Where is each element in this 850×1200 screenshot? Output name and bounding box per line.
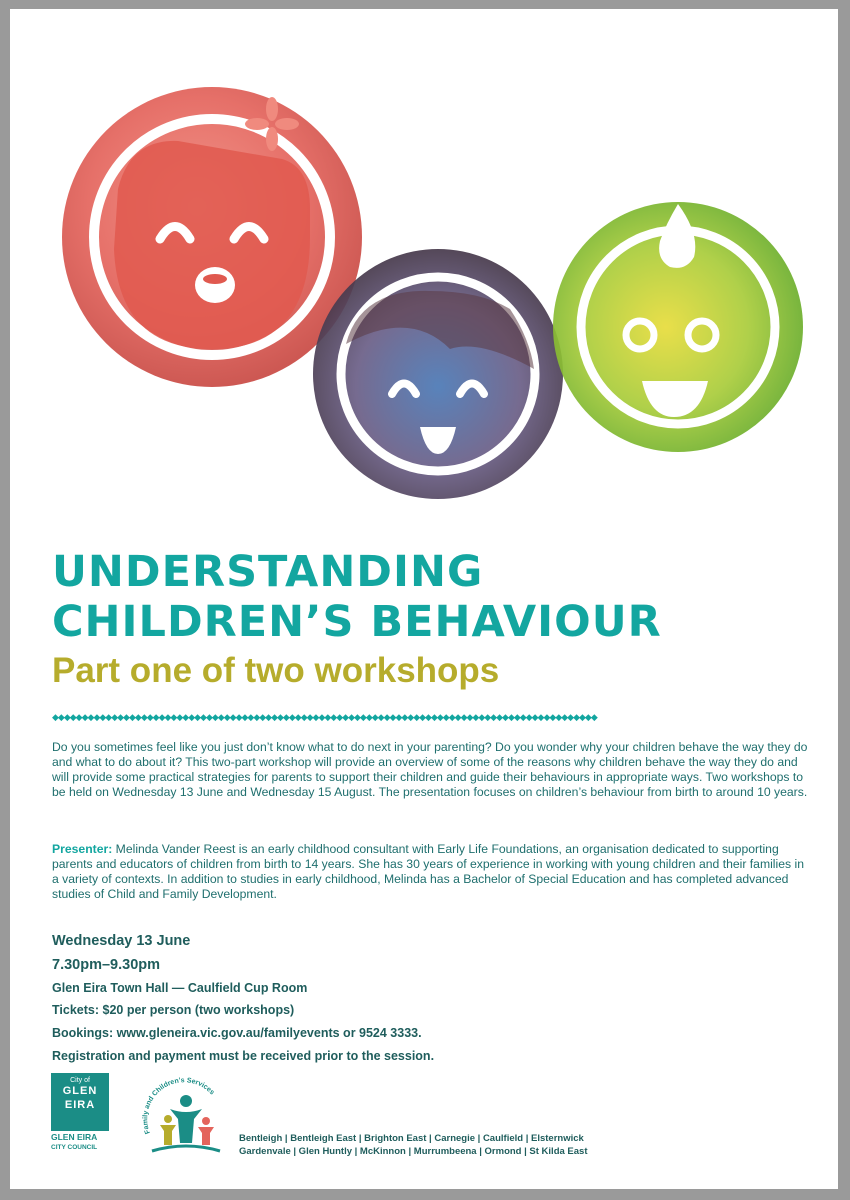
presenter-label: Presenter:	[52, 842, 113, 856]
page-title	[52, 547, 662, 647]
suburbs-list	[239, 1132, 587, 1158]
presenter-text: Melinda Vander Reest is an early childhood consultant with Early Life Foundations, an organisation dedicated to supporting parents and educators of children from birth to 14 years. She has 30 years of experience in working with young children and their families in a variety of contexts. In addition to studies in early childhood, Melinda has a Bachelor of Special Education and has completed advanced studies of Child and Family Development.	[52, 842, 804, 901]
event-venue: Glen Eira Town Hall — Caulfield Cup Room	[52, 981, 308, 995]
event-bookings: Bookings: www.gleneira.vic.gov.au/familyevents or 9524 3333.	[52, 1026, 422, 1040]
presenter-paragraph	[52, 842, 814, 902]
logo-eira: EIRA	[64, 1099, 96, 1111]
flyer-page	[10, 9, 838, 1189]
title-line-1: UNDERSTANDING	[52, 547, 484, 597]
decorative-divider: ◆◆◆◆◆◆◆◆◆◆◆◆◆◆◆◆◆◆◆◆◆◆◆◆◆◆◆◆◆◆◆◆◆◆◆◆◆◆◆◆◆◆◆◆◆◆◆◆◆◆◆◆◆◆◆◆◆◆◆◆◆◆◆◆◆◆◆◆◆◆◆◆◆◆◆◆◆◆◆◆◆◆◆◆◆◆◆◆◆◆◆◆	[52, 712, 597, 722]
family-services-logo-icon	[138, 1071, 230, 1161]
girl-face-icon	[62, 87, 362, 387]
suburbs-line-2: Gardenvale | Glen Huntly | McKinnon | Murrumbeena | Ormond | St Kilda East	[239, 1146, 588, 1157]
glen-eira-logo	[51, 1073, 109, 1131]
services-logo-text: Family and Children’s Services	[142, 1077, 216, 1135]
event-registration: Registration and payment must be received prior to the session.	[52, 1049, 435, 1063]
council-subtitle: CITY COUNCIL	[51, 1144, 98, 1151]
event-date: Wednesday 13 June	[52, 933, 191, 949]
logo-city-of: City of	[70, 1077, 90, 1084]
logo-glen: GLEN	[62, 1085, 98, 1097]
intro-paragraph: Do you sometimes feel like you just don’t know what to do next in your parenting? Do you wonder why your children behave the way they do and what to do about it? This two-part workshop will provide an overview of some of the reasons why children behave the way they do and will provide some practical strategies for parents to support their children and guide their behaviours in appropriate ways. Two workshops to be held on Wednesday 13 June and Wednesday 15 August. The presentation focuses on children’s behaviour from birth to around 10 years.	[52, 740, 808, 799]
event-tickets: Tickets: $20 per person (two workshops)	[52, 1003, 295, 1017]
event-time: 7.30pm–9.30pm	[52, 957, 161, 973]
subtitle: Part one of two workshops	[52, 651, 500, 690]
baby-face-icon	[553, 202, 803, 452]
children-faces-illustration	[10, 9, 838, 529]
boy-face-icon	[313, 249, 563, 499]
suburbs-line-1: Bentleigh | Bentleigh East | Brighton East | Carnegie | Caulfield | Elsternwick	[239, 1133, 584, 1144]
council-name: GLEN EIRA	[51, 1132, 98, 1142]
title-line-2: CHILDREN’S BEHAVIOUR	[52, 597, 662, 647]
